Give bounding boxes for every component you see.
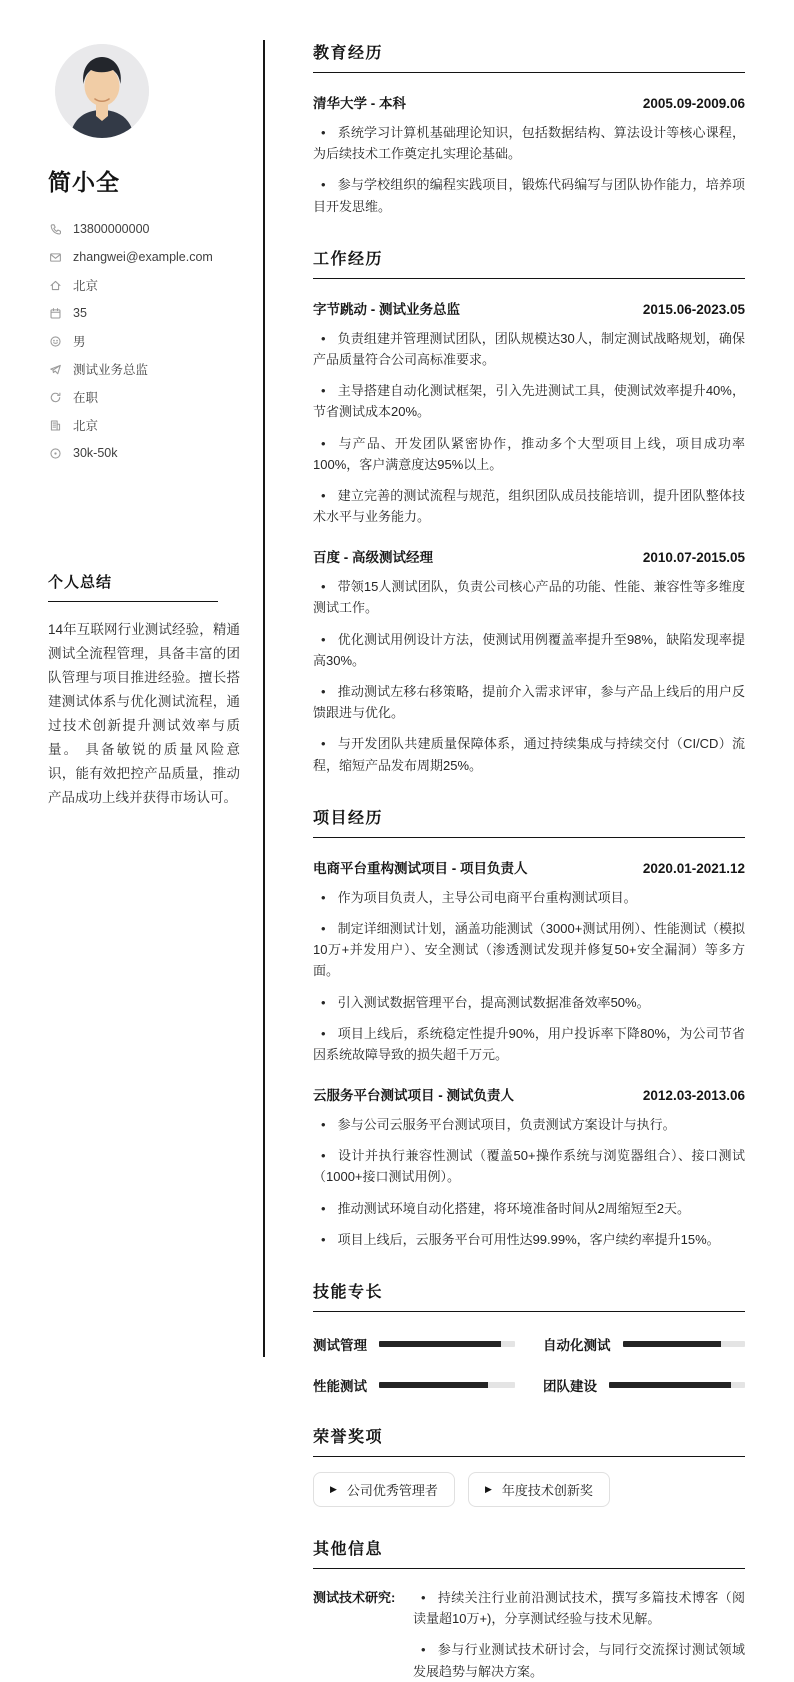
honor-badge <box>468 1472 610 1507</box>
entry-period: 2012.03-2013.06 <box>642 1088 745 1104</box>
skill-item <box>313 1334 515 1354</box>
bullet: • 引入测试数据管理平台，提高测试数据准备效率50%。 <box>313 992 745 1013</box>
contact-email <box>48 243 240 271</box>
contact-value: 30k-50k <box>73 446 118 460</box>
bullet: • 带领15人测试团队，负责公司核心产品的功能、性能、兼容性等多维度测试工作。 <box>313 576 745 618</box>
skill-grid <box>313 1334 745 1395</box>
entry-name: 字节跳动 - 测试业务总监 <box>313 301 460 317</box>
section-projects <box>313 805 745 1250</box>
summary-section <box>48 571 240 810</box>
work-entry <box>313 546 745 776</box>
honor-badge <box>313 1472 455 1507</box>
contact-value: 北京 <box>73 419 99 433</box>
section-other <box>313 1536 745 1682</box>
section-work <box>313 246 745 776</box>
entry-period: 2010.07-2015.05 <box>642 550 745 566</box>
bullet: • 主导搭建自动化测试框架，引入先进测试工具，使测试效率提升40%，节省测试成本20%。 <box>313 380 745 422</box>
bullet: • 推动测试环境自动化搭建，将环境准备时间从2周缩短至2天。 <box>313 1198 745 1219</box>
project-entry <box>313 1084 745 1250</box>
skill-label: 团队建设 <box>543 1379 597 1394</box>
bullet: • 与产品、开发团队紧密协作，推动多个大型项目上线，项目成功率100%，客户满意度达95%以上。 <box>313 433 745 475</box>
section-title-skills: 技能专长 <box>313 1279 745 1312</box>
skill-label: 自动化测试 <box>543 1338 611 1353</box>
contact-phone <box>48 215 240 243</box>
bullet: • 设计并执行兼容性测试（覆盖50+操作系统与浏览器组合）、接口测试（1000+接口测试用例）。 <box>313 1145 745 1187</box>
contact-value: 在职 <box>73 391 99 405</box>
project-entry <box>313 857 745 1065</box>
bullet: • 持续关注行业前沿测试技术，撰写多篇技术博客（阅读量超10万+)，分享测试经验与技术见解。 <box>413 1587 745 1629</box>
bullet: • 制定详细测试计划，涵盖功能测试（3000+测试用例）、性能测试（模拟10万+并发用户）、安全测试（渗透测试发现并修复50+安全漏洞）等多方面。 <box>313 918 745 982</box>
bullet: • 优化测试用例设计方法，使测试用例覆盖率提升至98%，缺陷发现率提高30%。 <box>313 629 745 671</box>
section-title-work: 工作经历 <box>313 246 745 279</box>
contact-list <box>48 215 240 467</box>
bullet: • 参与行业测试技术研讨会，与同行交流探讨测试领域发展趋势与解决方案。 <box>413 1639 745 1681</box>
bullet: • 系统学习计算机基础理论知识，包括数据结构、算法设计等核心课程，为后续技术工作奠定扎实理论基础。 <box>313 122 745 164</box>
section-title-education: 教育经历 <box>313 40 745 73</box>
bullet: • 项目上线后，系统稳定性提升90%，用户投诉率下降80%，为公司节省因系统故障导致的损失超千万元。 <box>313 1023 745 1065</box>
skill-bar-fill <box>379 1382 488 1388</box>
entry-name: 清华大学 - 本科 <box>313 96 406 111</box>
contact-status <box>48 383 240 411</box>
skill-bar <box>623 1341 746 1347</box>
work-entry <box>313 298 745 528</box>
section-skills <box>313 1279 745 1395</box>
sidebar <box>48 44 240 810</box>
contact-value: zhangwei@example.com <box>73 250 213 264</box>
gender-icon <box>48 334 62 348</box>
summary-text: 14年互联网行业测试经验，精通测试全流程管理，具备丰富的团队管理与项目推进经验。擅长搭建测试体系与优化测试流程，通过技术创新提升测试效率与质量。 具备敏锐的质量风险意识，能有效把控产品质量，推动产品成功上线并获得市场认可。 <box>48 622 240 806</box>
section-title-other: 其他信息 <box>313 1536 745 1569</box>
bullet: • 参与学校组织的编程实践项目，锻炼代码编写与团队协作能力，培养项目开发思维。 <box>313 174 745 216</box>
contact-gender <box>48 327 240 355</box>
contact-age <box>48 299 240 327</box>
play-icon: ▶ <box>330 1484 337 1494</box>
avatar <box>55 44 149 138</box>
bullet: • 与开发团队共建质量保障体系，通过持续集成与持续交付（CI/CD）流程，缩短产品发布周期25%。 <box>313 733 745 775</box>
contact-value: 北京 <box>73 279 99 293</box>
contact-city <box>48 271 240 299</box>
skill-bar-fill <box>379 1341 501 1347</box>
main-content <box>313 40 745 1682</box>
skill-label: 测试管理 <box>313 1338 367 1353</box>
vertical-divider <box>263 40 265 1357</box>
education-entry <box>313 92 745 217</box>
contact-value: 测试业务总监 <box>73 363 149 377</box>
section-education <box>313 40 745 217</box>
skill-bar <box>379 1341 515 1347</box>
section-honors <box>313 1424 745 1507</box>
bullet: • 负责组建并管理测试团队，团队规模达30人，制定测试战略规划，确保产品质量符合公司高标准要求。 <box>313 328 745 370</box>
bullet: • 作为项目负责人，主导公司电商平台重构测试项目。 <box>313 887 745 908</box>
status-refresh-icon <box>48 390 62 404</box>
other-info-row <box>313 1587 745 1682</box>
entry-period: 2015.06-2023.05 <box>642 301 745 317</box>
contact-company-city <box>48 411 240 439</box>
section-title-projects: 项目经历 <box>313 805 745 838</box>
play-icon: ▶ <box>484 1484 492 1494</box>
avatar-illustration <box>55 44 149 138</box>
paper-plane-icon <box>48 362 62 376</box>
entry-period: 2005.09-2009.06 <box>642 96 745 111</box>
honor-badges <box>313 1472 745 1507</box>
skill-bar-fill <box>609 1382 731 1388</box>
calendar-icon <box>48 306 62 320</box>
section-title-honors: 荣誉奖项 <box>313 1424 745 1457</box>
bullet: • 参与公司云服务平台测试项目，负责测试方案设计与执行。 <box>313 1114 745 1135</box>
entry-name: 电商平台重构测试项目 - 项目负责人 <box>313 860 528 876</box>
entry-name: 云服务平台测试项目 - 测试负责人 <box>313 1088 514 1104</box>
home-icon <box>48 278 62 292</box>
honor-badge-label: 公司优秀管理者 <box>346 1483 438 1498</box>
skill-item <box>313 1375 515 1395</box>
contact-value: 35 <box>73 306 87 320</box>
bullet: • 推动测试左移右移策略，提前介入需求评审，参与产品上线后的用户反馈跟进与优化。 <box>313 681 745 723</box>
skill-bar-fill <box>623 1341 721 1347</box>
bullet: • 建立完善的测试流程与规范，组织团队成员技能培训，提升团队整体技术水平与业务能力。 <box>313 485 745 527</box>
skill-bar <box>379 1382 515 1388</box>
contact-salary <box>48 439 240 467</box>
entry-period: 2020.01-2021.12 <box>642 860 745 876</box>
contact-position <box>48 355 240 383</box>
skill-item <box>543 1375 745 1395</box>
honor-badge-label: 年度技术创新奖 <box>501 1483 593 1498</box>
email-icon <box>48 250 62 264</box>
target-icon <box>48 446 62 460</box>
summary-title: 个人总结 <box>48 571 218 602</box>
skill-label: 性能测试 <box>313 1379 367 1394</box>
entry-name: 百度 - 高级测试经理 <box>313 550 433 566</box>
building-icon <box>48 418 62 432</box>
other-info-label: 测试技术研究: <box>313 1590 396 1605</box>
bullet: • 项目上线后，云服务平台可用性达99.99%，客户续约率提升15%。 <box>313 1229 745 1250</box>
other-info-content <box>413 1587 745 1682</box>
name: 简小全 <box>48 169 120 195</box>
skill-bar <box>609 1382 745 1388</box>
skill-item <box>543 1334 745 1354</box>
contact-value: 13800000000 <box>73 222 150 236</box>
phone-icon <box>48 222 62 236</box>
contact-value: 男 <box>73 335 86 349</box>
